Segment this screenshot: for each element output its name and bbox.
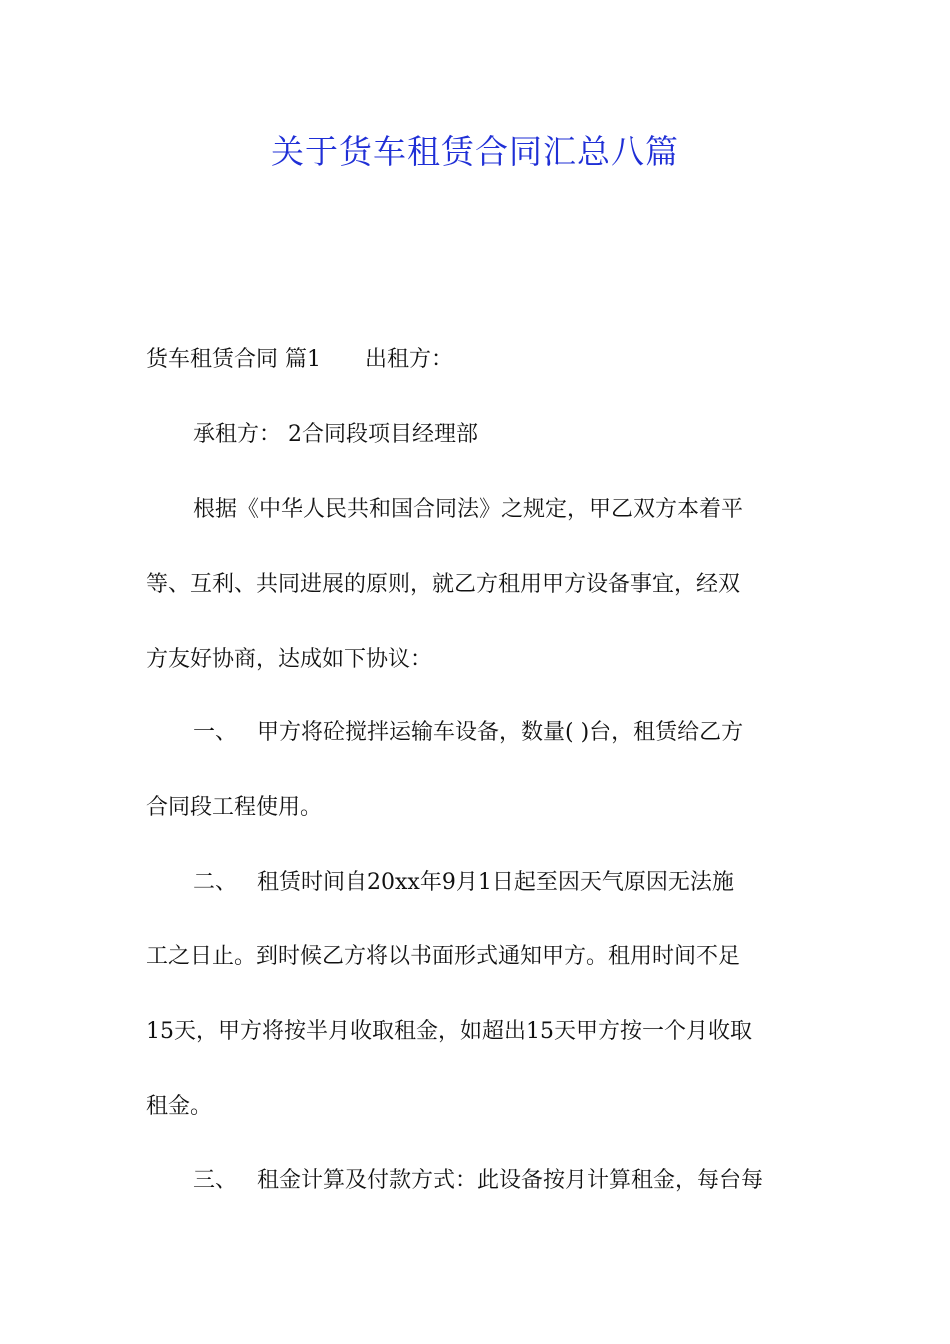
paragraph-line: 合同段工程使用。 [146, 795, 323, 820]
document-title: 关于货车租赁合同汇总八篇 [271, 132, 679, 171]
clause-number: 一、 [193, 720, 238, 745]
clause-three-line [193, 1161, 853, 1201]
paragraph-line: 等、互利、共同进展的原则，就乙方租用甲方设备事宜，经双 [146, 572, 741, 597]
clause-text: 租金计算及付款方式：此设备按月计算租金，每台每 [257, 1168, 764, 1193]
clause-number: 三、 [193, 1168, 238, 1193]
lessee-line: 承租方： 2合同段项目经理部 [193, 422, 478, 447]
clause-one-line [193, 713, 853, 753]
contract-heading: 货车租赁合同 篇1 [146, 347, 321, 372]
paragraph-line: 方友好协商，达成如下协议： [146, 647, 433, 672]
clause-text: 甲方将砼搅拌运输车设备，数量( )台，租赁给乙方 [257, 720, 744, 745]
lessor-label: 出租方： [365, 347, 454, 372]
clause-text: 租赁时间自20xx年9月1日起至因天气原因无法施 [257, 870, 734, 895]
paragraph-line: 15天，甲方将按半月收取租金，如超出15天甲方按一个月收取 [146, 1019, 752, 1044]
contract-heading-line [146, 340, 806, 380]
paragraph-line: 租金。 [146, 1094, 213, 1119]
clause-two-line [193, 863, 853, 903]
clause-number: 二、 [193, 870, 238, 895]
paragraph-line: 工之日止。到时候乙方将以书面形式通知甲方。租用时间不足 [146, 944, 741, 969]
paragraph-line: 根据《中华人民共和国合同法》之规定，甲乙双方本着平 [193, 497, 744, 522]
